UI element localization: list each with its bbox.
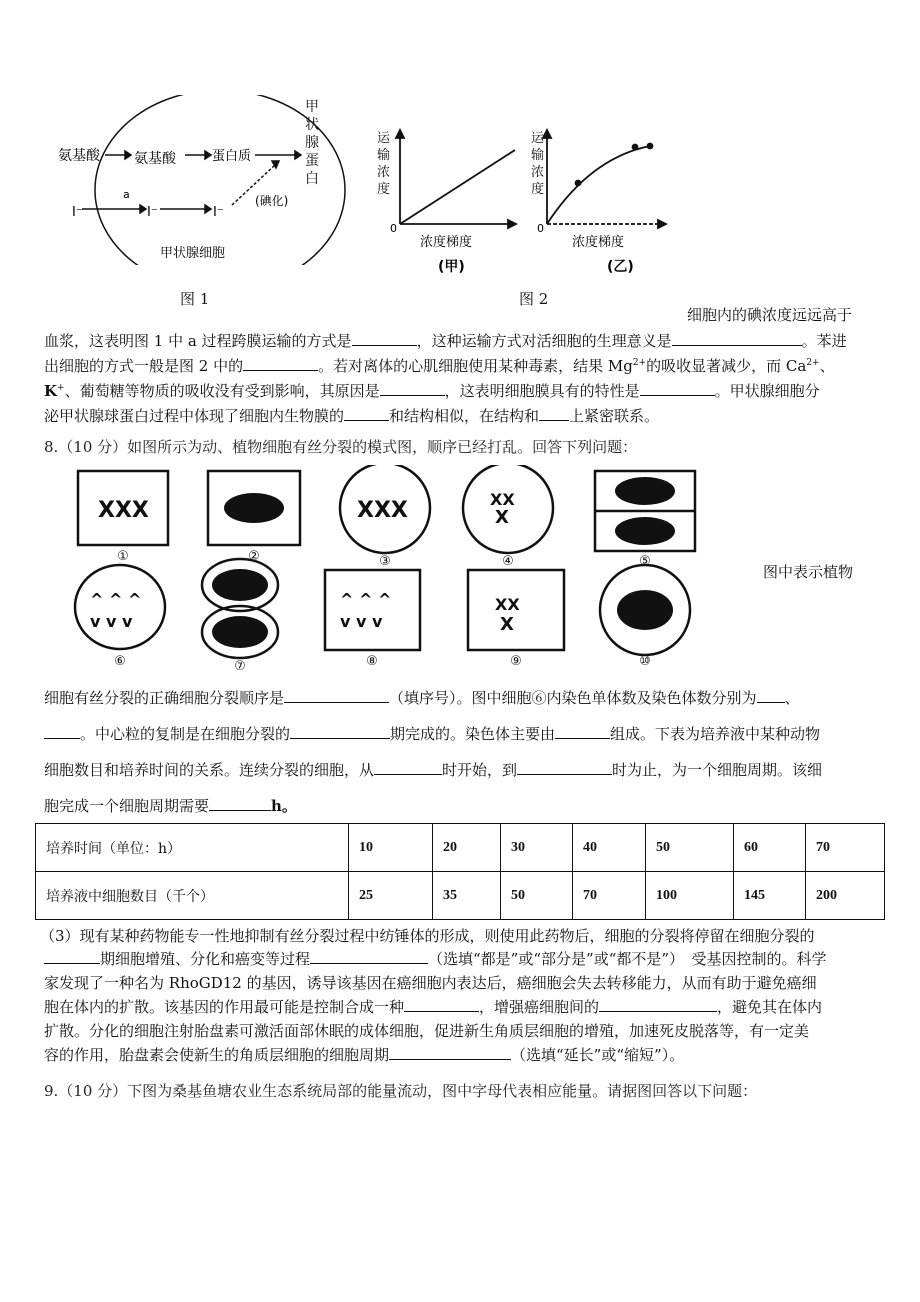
xlabel-a: 浓度梯度 <box>420 235 473 250</box>
iodide-outside: I⁻ <box>72 205 83 220</box>
amino-acid-inside: 氨基酸 <box>134 151 176 167</box>
svg-text:XX: XX <box>490 490 515 509</box>
p3-line-1: （3）现有某种药物能专一性地抑制有丝分裂过程中纺锤体的形成，则使用此药物后，细胞的分裂将停留在细胞分裂的 <box>40 927 815 945</box>
svg-text:XX: XX <box>495 595 520 614</box>
figure-2-transport-graphs <box>370 128 670 278</box>
answer-blank[interactable] <box>352 331 417 346</box>
cell-label: ⑧ <box>366 654 378 669</box>
answer-blank[interactable] <box>555 724 610 739</box>
q8-title: 8.（10 分）如图所示为动、植物细胞有丝分裂的模式图，顺序已经打乱。回答下列问题： <box>44 438 638 456</box>
thyroid-protein-label: 甲状腺蛋白 <box>305 99 319 187</box>
q7-line-3: K+、葡萄糖等物质的吸收没有受到影响，其原因是 ，这表明细胞膜具有的特性是 。甲状腺细胞分 <box>44 382 820 400</box>
xlabel-b: 浓度梯度 <box>572 235 625 250</box>
answer-blank[interactable] <box>539 406 569 421</box>
origin-a: 0 <box>390 222 397 235</box>
table-cell: 145 <box>734 872 806 920</box>
svg-text:^ ^ ^: ^ ^ ^ <box>90 590 142 609</box>
cell-label: ⑨ <box>510 654 522 669</box>
table-cell: 30 <box>501 824 573 872</box>
cell-label: ④ <box>502 554 514 569</box>
answer-blank[interactable] <box>243 356 318 371</box>
svg-text:XXX: XXX <box>98 498 149 523</box>
table-row <box>36 824 885 872</box>
figure-1-caption: 图 1 <box>180 290 210 308</box>
q8-line-1: 细胞有丝分裂的正确细胞分裂顺序是 （填序号）。图中细胞⑥内染色单体数及染色体数分别为 、 <box>44 689 800 707</box>
answer-blank[interactable] <box>672 331 802 346</box>
answer-blank[interactable] <box>374 760 442 775</box>
p3-line-5: 扩散。分化的细胞注射胎盘素可激活面部休眠的成体细胞，促进新生角质层细胞的增殖，加速死皮脱落等，有一定美 <box>44 1022 810 1040</box>
answer-blank[interactable] <box>599 997 717 1012</box>
table-cell: 60 <box>734 824 806 872</box>
saturating-curve <box>547 146 650 224</box>
row-header: 培养液中细胞数目（千个） <box>36 872 349 920</box>
iodide-inside-1: I⁻ <box>147 205 158 220</box>
cell-label: ③ <box>379 554 391 569</box>
answer-blank[interactable] <box>44 724 80 739</box>
table-cell: 100 <box>646 872 734 920</box>
q8-side-text: 图中表示植物 <box>763 563 854 581</box>
p3-line-4: 胞在体内的扩散。该基因的作用最可能是控制合成一种 ，增强癌细胞间的 ，避免其在体内 <box>44 998 823 1016</box>
table-cell: 40 <box>573 824 646 872</box>
ylabel-b: 运输浓度 <box>531 131 545 197</box>
process-a-label: a <box>123 188 130 201</box>
cell-label: ① <box>117 549 129 564</box>
answer-blank[interactable] <box>640 381 715 396</box>
q8-line-4: 胞完成一个细胞周期需要 h。 <box>44 797 297 815</box>
table-cell: 25 <box>349 872 433 920</box>
amino-acid-outside: 氨基酸 <box>58 148 100 164</box>
svg-text:X: X <box>500 614 514 635</box>
q8-line-3: 细胞数目和培养时间的关系。连续分裂的细胞，从 时开始，到 时为止，为一个细胞周期。该细 <box>44 761 823 779</box>
table-row <box>36 872 885 920</box>
answer-blank[interactable] <box>44 949 100 964</box>
cell-label: 甲状腺细胞 <box>160 246 226 261</box>
panel-a-label: (甲) <box>438 259 465 275</box>
cell-label: ⑦ <box>234 659 246 674</box>
table-cell: 50 <box>646 824 734 872</box>
q7-lead-text: 细胞内的碘浓度远远高于 <box>687 306 853 324</box>
panel-b-label: (乙) <box>607 259 634 275</box>
answer-blank[interactable] <box>757 688 785 703</box>
svg-text:^ ^ ^: ^ ^ ^ <box>340 590 392 609</box>
mitosis-cell-diagrams <box>60 465 710 675</box>
cell-label: ⑤ <box>639 554 651 569</box>
answer-blank[interactable] <box>209 796 271 811</box>
iodide-inside-2: I⁻ <box>213 205 224 220</box>
cell-count-table <box>35 823 885 920</box>
cell-label: ⑩ <box>639 654 651 669</box>
table-cell: 35 <box>433 872 501 920</box>
table-cell: 70 <box>573 872 646 920</box>
answer-blank[interactable] <box>517 760 612 775</box>
protein-label: 蛋白质 <box>212 149 252 164</box>
answer-blank[interactable] <box>389 1045 511 1060</box>
cell-8 <box>325 570 420 650</box>
figure-2-caption: 图 2 <box>519 290 549 308</box>
answer-blank[interactable] <box>310 949 428 964</box>
row-header: 培养时间（单位：h） <box>36 824 349 872</box>
q8-line-2: 。中心粒的复制是在细胞分裂的 期完成的。染色体主要由 组成。下表为培养液中某种动物 <box>44 723 820 744</box>
svg-text:XXX: XXX <box>357 498 408 523</box>
table-cell: 50 <box>501 872 573 920</box>
ylabel-a: 运输浓度 <box>377 131 391 197</box>
linear-curve <box>400 150 515 224</box>
q7-line-1: 血浆，这表明图 1 中 a 过程跨膜运输的方式是 ，这种运输方式对活细胞的生理意义是 。苯进 <box>44 332 847 350</box>
svg-text:X: X <box>495 507 509 528</box>
answer-blank[interactable] <box>380 381 445 396</box>
cell-label: ② <box>248 549 260 564</box>
answer-blank[interactable] <box>290 724 390 739</box>
table-cell: 10 <box>349 824 433 872</box>
answer-blank[interactable] <box>284 688 389 703</box>
cell-label: ⑥ <box>114 654 126 669</box>
table-cell: 200 <box>806 872 885 920</box>
table-cell: 20 <box>433 824 501 872</box>
iodination-label: (碘化) <box>255 194 289 208</box>
answer-blank[interactable] <box>404 997 479 1012</box>
q7-line-2: 出细胞的方式一般是图 2 中的 。若对离体的心肌细胞使用某种毒素，结果 $Mg^{2+}$的吸收显著减少，而 $Ca^{2+}$、 <box>44 357 835 375</box>
q9-title: 9.（10 分）下图为桑基鱼塘农业生态系统局部的能量流动，图中字母代表相应能量。请据图回答以下问题： <box>44 1082 758 1100</box>
p3-line-6: 容的作用，胎盘素会使新生的角质层细胞的细胞周期 （选填“延长”或“缩短”）。 <box>44 1046 685 1064</box>
p3-line-2: 期细胞增殖、分化和癌变等过程 （选填“都是”或“部分是”或“都不是”） 受基因控制的。科学 <box>44 948 827 969</box>
table-cell: 70 <box>806 824 885 872</box>
p3-line-3: 家发现了一种名为 RhoGD12 的基因，诱导该基因在癌细胞内表达后，癌细胞会失去转移能力，从而有助于避免癌细 <box>44 974 817 992</box>
svg-text:v v v: v v v <box>340 612 383 631</box>
q7-line-4: 泌甲状腺球蛋白过程中体现了细胞内生物膜的 和结构相似，在结构和 上紧密联系。 <box>44 407 660 425</box>
origin-b: 0 <box>537 222 544 235</box>
svg-text:v v v: v v v <box>90 612 133 631</box>
answer-blank[interactable] <box>344 406 389 421</box>
